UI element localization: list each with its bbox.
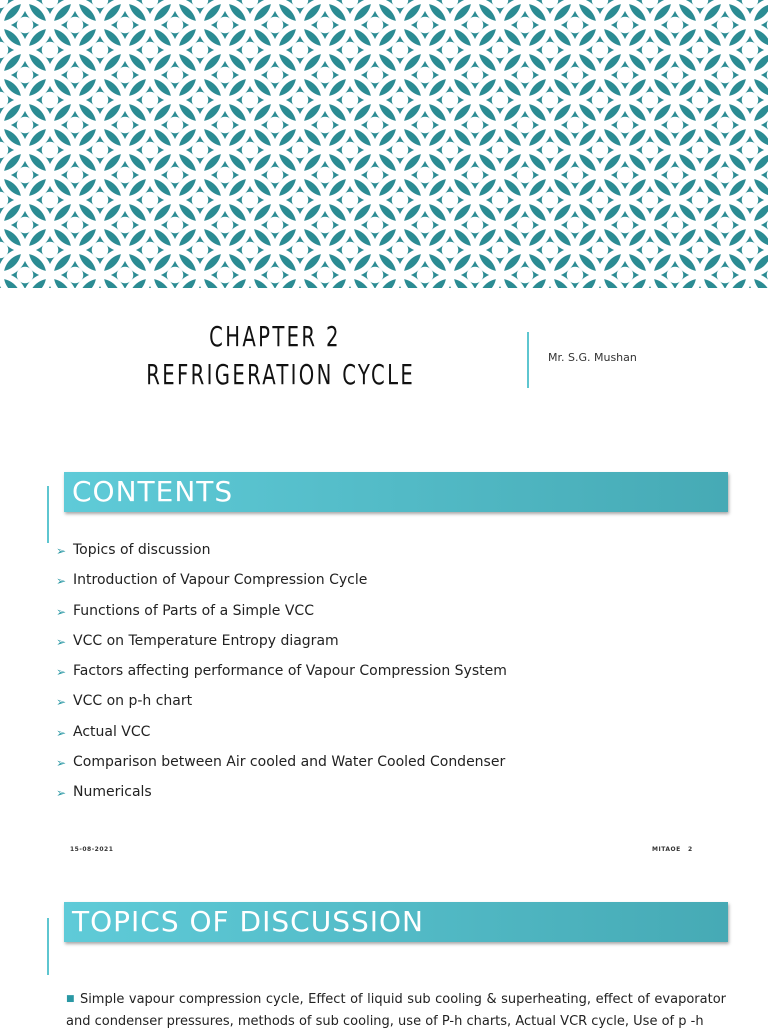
- list-item: [56, 722, 507, 752]
- contents-list: [56, 540, 507, 813]
- list-item-text: VCC on Temperature Entropy diagram: [73, 632, 339, 649]
- list-item: [56, 752, 507, 782]
- contents-accent-bar: [47, 486, 49, 543]
- list-item: [56, 631, 507, 661]
- list-item-text: Functions of Parts of a Simple VCC: [73, 602, 314, 619]
- topics-paragraph-text: Simple vapour compression cycle, Effect of liquid sub cooling & superheating, effect of evaporator and condenser pressures, methods of sub cooling, use of P-h charts, Actual VCR cycle, Use of p -h: [66, 992, 726, 1029]
- topics-accent-bar: [47, 918, 49, 975]
- list-item-text: Factors affecting performance of Vapour Compression System: [73, 663, 507, 680]
- title-line-2: REFRIGERATION CYCLE: [146, 358, 416, 391]
- arrow-bullet-icon: ➢: [56, 604, 67, 619]
- arrow-bullet-icon: ➢: [56, 574, 67, 589]
- title-line-1: CHAPTER 2: [209, 320, 341, 353]
- list-item: [56, 661, 507, 691]
- list-item-text: Introduction of Vapour Compression Cycle: [73, 572, 368, 589]
- footer-page-number: 2: [688, 846, 693, 853]
- slide-title: [146, 318, 416, 394]
- list-item: [56, 601, 507, 631]
- contents-heading: CONTENTS: [72, 475, 234, 508]
- list-item: [56, 570, 507, 600]
- footer-date: 15-08-2021: [70, 846, 114, 853]
- contents-banner: [64, 472, 728, 512]
- list-item-text: Comparison between Air cooled and Water Cooled Condenser: [73, 754, 506, 771]
- list-item: [56, 782, 507, 812]
- arrow-bullet-icon: ➢: [56, 756, 67, 771]
- list-item-text: Actual VCC: [73, 723, 151, 740]
- author-name: Mr. S.G. Mushan: [548, 351, 637, 364]
- arrow-bullet-icon: ➢: [56, 544, 67, 558]
- list-item-text: Numericals: [73, 784, 152, 801]
- list-item-text: VCC on p-h chart: [73, 693, 193, 710]
- title-divider: [527, 332, 529, 388]
- footer-org: MITAOE: [652, 846, 681, 853]
- list-item: [56, 540, 507, 570]
- topics-banner: [64, 902, 728, 942]
- arrow-bullet-icon: ➢: [56, 786, 67, 801]
- arrow-bullet-icon: ➢: [56, 665, 67, 680]
- topics-paragraph: [66, 988, 726, 1033]
- list-item: [56, 691, 507, 721]
- arrow-bullet-icon: ➢: [56, 725, 67, 740]
- arrow-bullet-icon: ➢: [56, 634, 67, 649]
- topics-heading: TOPICS OF DISCUSSION: [72, 905, 424, 938]
- arrow-bullet-icon: ➢: [56, 695, 67, 710]
- decorative-pattern: [0, 0, 768, 288]
- square-bullet-icon: ■: [66, 994, 75, 1004]
- list-item-text: Topics of discussion: [73, 542, 211, 558]
